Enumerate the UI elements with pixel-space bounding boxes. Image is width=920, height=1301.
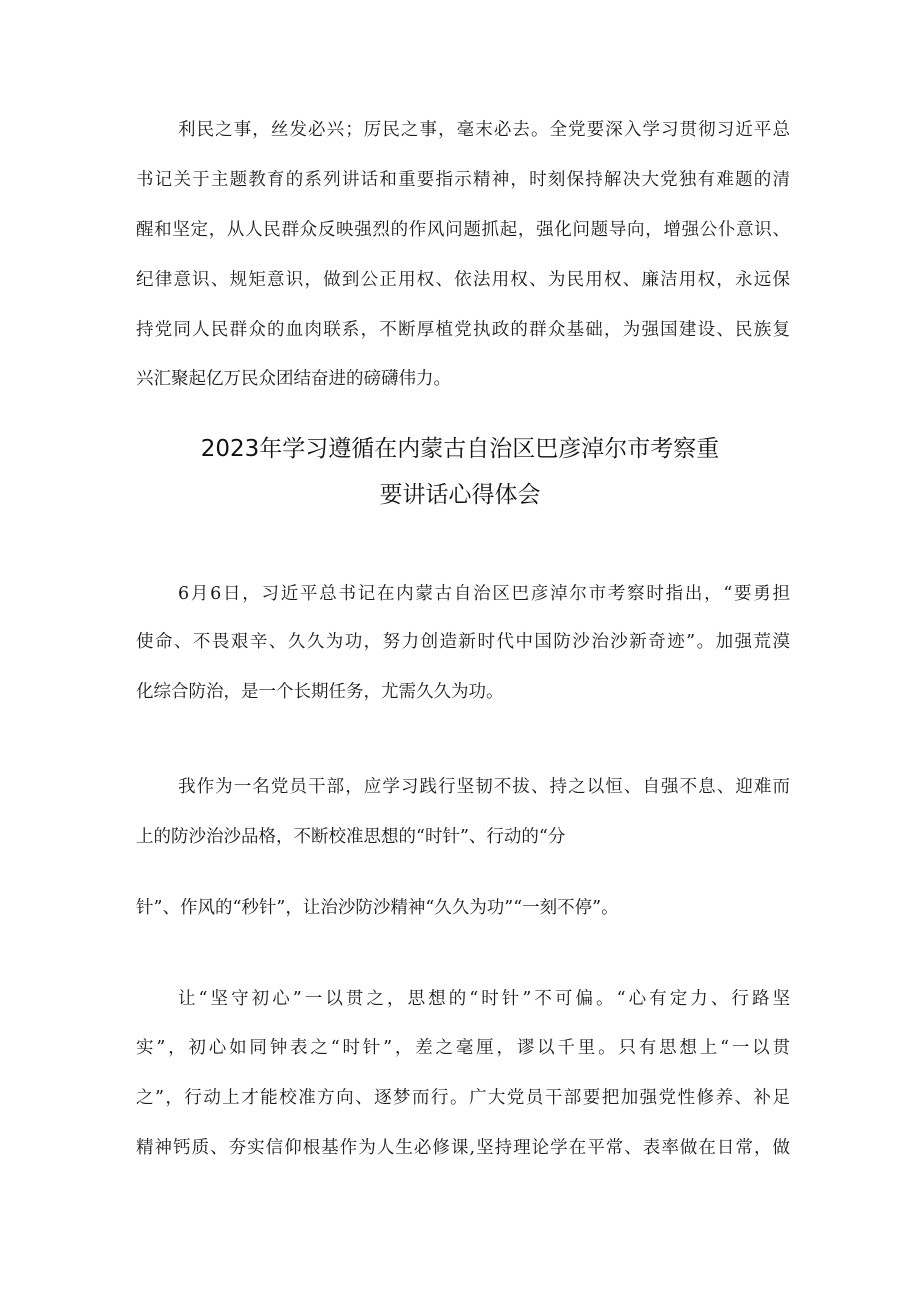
- paragraph-line: 纪律意识、规矩意识，做到公正用权、依法用权、为民用权、廉洁用权，永远保: [136, 270, 790, 290]
- paragraph-line: 利民之事，丝发必兴；厉民之事，毫末必去。全党要深入学习贯彻习近平总: [178, 120, 790, 140]
- title-line-2: 要讲话心得体会: [379, 482, 541, 508]
- paragraph-line: 之”，行动上才能校准方向、逐梦而行。广大党员干部要把加强党性修养、补足: [136, 1088, 790, 1108]
- paragraph-line: 精神钙质、夯实信仰根基作为人生必修课,坚持理论学在平常、表率做在日常，做: [136, 1138, 790, 1158]
- paragraph-line: 醒和坚定，从人民群众反映强烈的作风问题抓起，强化问题导向，增强公仆意识、: [136, 220, 790, 240]
- paragraph-line: 我作为一名党员干部，应学习践行坚韧不拔、持之以恒、自强不息、迎难而: [178, 777, 790, 797]
- paragraph-line: 化综合防治，是一个长期任务，尤需久久为功。: [136, 682, 504, 702]
- paragraph-line: 兴汇聚起亿万民众团结奋进的磅礴伟力。: [136, 369, 451, 389]
- paragraph-line: 让“坚守初心”一以贯之，思想的“时针”不可偏。“心有定力、行路坚: [178, 989, 790, 1009]
- paragraph-line: 针”、作风的“秒针”，让治沙防沙精神“久久为功”“一刻不停”。: [136, 898, 619, 918]
- paragraph-line: 6月6日，习近平总书记在内蒙古自治区巴彦淖尔市考察时指出，“要勇担: [178, 584, 790, 604]
- title-line-1: 2023年学习遵循在内蒙古自治区巴彦淖尔市考察重: [200, 436, 720, 462]
- paragraph-line: 上的防沙治沙品格，不断校准思想的“时针”、行动的“分: [136, 827, 566, 847]
- paragraph-line: 实”，初心如同钟表之“时针”，差之毫厘，谬以千里。只有思想上“一以贯: [136, 1038, 790, 1058]
- paragraph-line: 持党同人民群众的血肉联系，不断厚植党执政的群众基础，为强国建设、民族复: [136, 320, 790, 340]
- paragraph-line: 书记关于主题教育的系列讲话和重要指示精神，时刻保持解决大党独有难题的清: [136, 170, 790, 190]
- paragraph-line: 使命、不畏艰辛、久久为功，努力创造新时代中国防沙治沙新奇迹”。加强荒漠: [136, 632, 790, 652]
